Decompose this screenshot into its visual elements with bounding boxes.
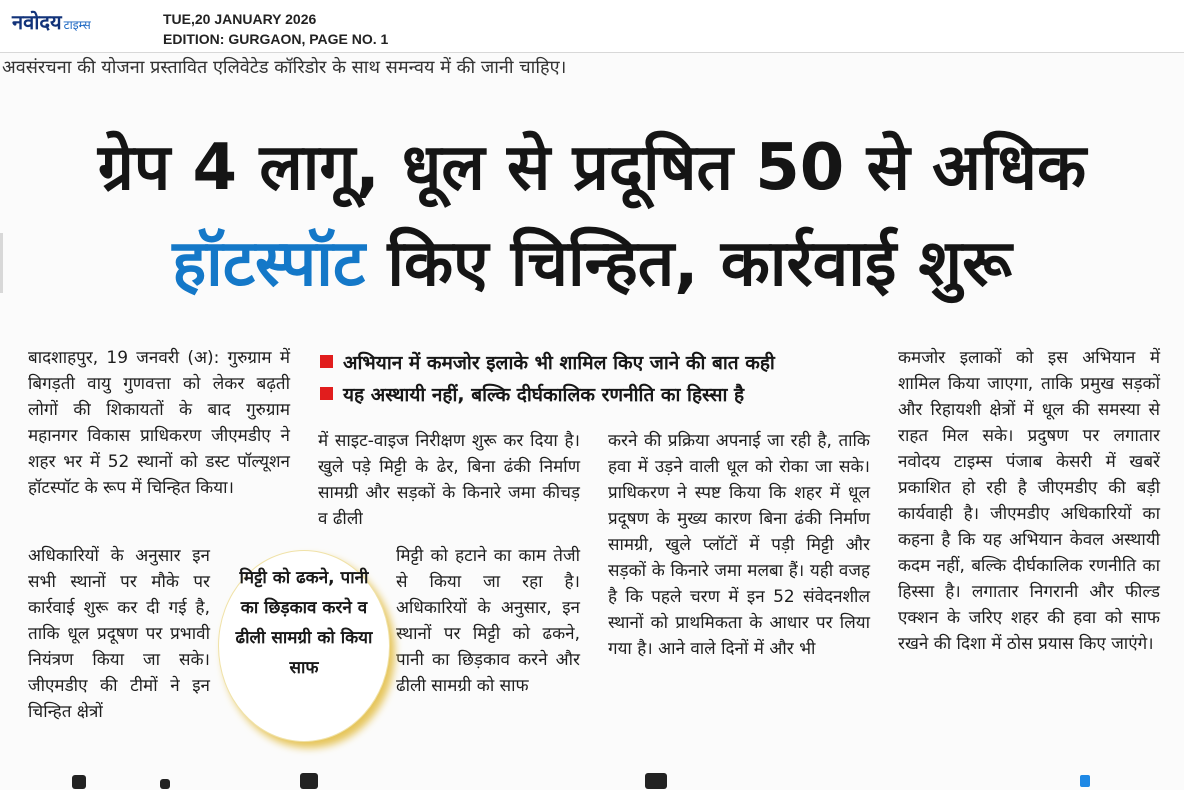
sub-headline-1 — [320, 347, 880, 379]
column-2-para-2 — [396, 543, 580, 699]
col2-text-1: में साइट-वाइज निरीक्षण शुरू कर दिया है। खुले पड़े मिट्टी के ढेर, बिना ढंकी निर्माण सामग्री और सड़कों के किनारे जमा कीचड़ व ढीली — [318, 431, 580, 529]
logo-suffix: टाइम्स — [63, 18, 91, 32]
previous-article-line: अवसंरचना की योजना प्रस्तावित एलिवेटेड कॉरिडोर के साथ समन्वय में की जानी चाहिए। — [2, 57, 567, 78]
col3-text: करने की प्रक्रिया अपनाई जा रही है, ताकि हवा में उड़ने वाली धूल को रोका जा सके। प्राधिकरण ने स्पष्ट किया कि शहर में धूल प्रदूषण के मुख्य कारण बिना ढंकी निर्माण सामग्री, खुले प्लॉटों में पड़ी मिट्टी और सड़कों के किनारे जमा मलबा हैं। यही वजह है कि पहले चरण में इन 52 संवेदनशील स्थानों को प्राथमिकता के आधार पर लिया गया है। आने वाले दिनों में और भी — [608, 431, 870, 659]
col1-text-1: बादशाहपुर, 19 जनवरी (अ): गुरुग्राम में बिगड़ती वायु गुणवत्ता को लेकर बढ़ती लोगों की शिकायतों के बाद गुरुग्राम महानगर विकास प्राधिकरण जीएमडीए ने शहर भर में 52 स्थानों को डस्ट पॉल्यूशन हॉटस्पॉट के रूप में चिन्हित किया। — [28, 348, 290, 498]
column-1-para-1 — [28, 345, 290, 501]
next-headline-fragment — [72, 775, 86, 789]
col4-text: कमजोर इलाकों को इस अभियान में शामिल किया जाएगा, ताकि प्रमुख सड़कों और रिहायशी क्षेत्रों में धूल की समस्या से राहत मिल सके। प्रदुषण पर लगातार नवोदय टाइम्स पंजाब केसरी में खबरें प्रकाशित हो रही है जीएमडीए की बड़ी कार्यवाही है। जीएमडीए अधिकारियों का कहना है कि यह अभियान केवल अस्थायी कदम नहीं, बल्कि दीर्घकालिक रणनीति का हिस्सा है। लगातार निगरानी और फील्ड एक्शन के जरिए शहर की हवा को साफ रखने की दिशा में ठोस प्रयास किए जाएंगे। — [898, 348, 1160, 654]
blue-marker-icon — [1080, 775, 1090, 787]
column-1-para-2 — [28, 543, 210, 725]
edition-info: EDITION: GURGAON, PAGE NO. 1 — [163, 31, 389, 47]
col2-text-2: मिट्टी को हटाने का काम तेजी से किया जा रहा है। अधिकारियों के अनुसार, इन स्थानों पर मिट्टी को ढकने, पानी का छिड़काव करने और ढीली सामग्री को साफ — [396, 546, 580, 696]
next-headline-strip — [0, 761, 1184, 790]
red-square-icon — [320, 355, 333, 368]
column-3 — [608, 428, 870, 662]
next-headline-fragment — [645, 773, 667, 789]
newspaper-logo[interactable] — [12, 10, 91, 37]
headline-line-2 — [0, 221, 1184, 307]
red-square-icon — [320, 387, 333, 400]
column-2-para-1 — [318, 428, 580, 532]
edition-meta — [163, 9, 388, 49]
sub-headline-2-text: यह अस्थायी नहीं, बल्कि दीर्घकालिक रणनीति का हिस्सा है — [343, 384, 745, 406]
sub-headlines — [320, 347, 880, 411]
col1-text-2: अधिकारियों के अनुसार इन सभी स्थानों पर मौके पर कार्रवाई शुरू कर दी गई है, ताकि धूल प्रदूषण पर प्रभावी नियंत्रण किया जा सके। जीएमडीए की टीमों ने इन चिन्हित क्षेत्रों — [28, 546, 210, 722]
next-headline-fragment — [160, 779, 170, 789]
pull-quote-callout — [218, 550, 390, 742]
headline-line-1: ग्रेप 4 लागू, धूल से प्रदूषित 50 से अधिक — [97, 131, 1087, 205]
newspaper-page — [0, 53, 1184, 790]
sub-headline-1-text: अभियान में कमजोर इलाके भी शामिल किए जाने की बात कही — [343, 352, 775, 374]
pull-quote-text: मिट्टी को ढकने, पानी का छिड़काव करने व ढीली सामग्री को किया साफ — [235, 568, 373, 678]
headline-line-2-rest: किए चिन्हित, कार्रवाई शुरू — [365, 227, 1012, 301]
next-headline-fragment — [300, 773, 318, 789]
column-4 — [898, 345, 1160, 657]
logo-main: नवोदय — [12, 10, 62, 34]
headline-highlight: हॉटस्पॉट — [172, 227, 366, 301]
edition-date: TUE,20 JANUARY 2026 — [163, 11, 317, 27]
top-bar — [0, 0, 1184, 53]
sub-headline-2 — [320, 379, 880, 411]
